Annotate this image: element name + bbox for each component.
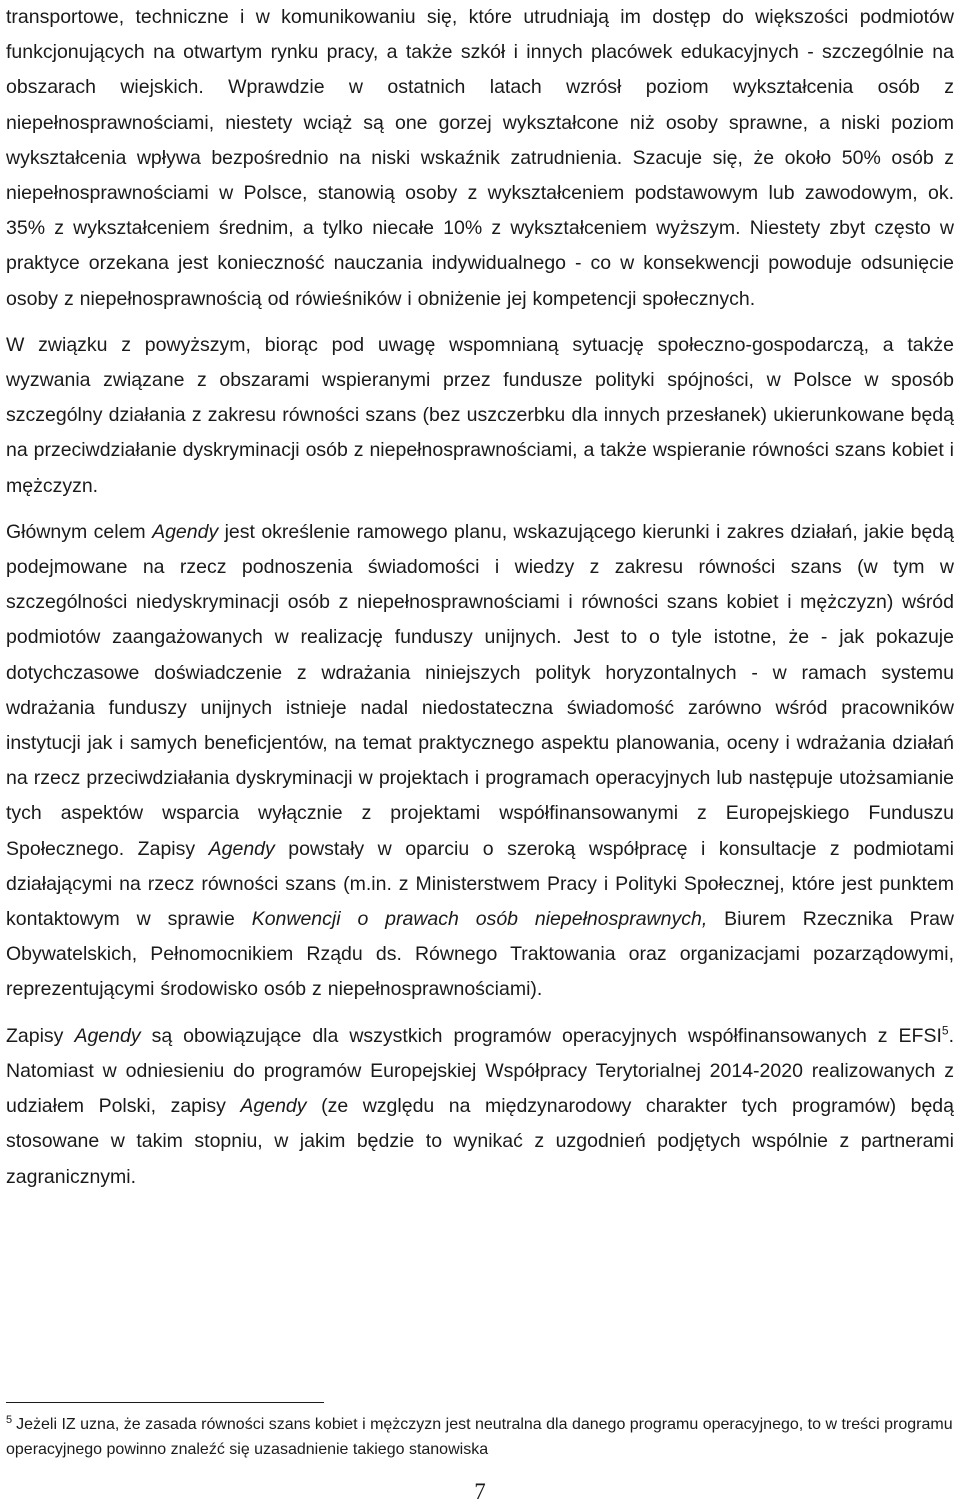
footnote-reference[interactable]: 5 [941, 1023, 949, 1038]
paragraph-2: W związku z powyższym, biorąc pod uwagę wspomnianą sytuację społeczno-gospodarczą, a także wyzwania związane z obszarami wspieranymi przez fundusze polityki spójności, w Polsce w sposób szczególny działania z zakresu równości szans (bez uszczerbku dla innych przesłanek) ukierunkowane będą na przeciwdziałanie dyskryminacji osób z niepełnosprawnościami, a także wspieranie równości szans kobiet i mężczyzn. [6, 333, 954, 497]
page-number: 7 [474, 1479, 486, 1504]
paragraph-4-text-b: są obowiązujące dla wszystkich programów operacyjnych współfinansowanych z EFSI [140, 1024, 942, 1047]
paragraph-1: transportowe, techniczne i w komunikowaniu się, które utrudniają im dostęp do większości podmiotów funkcjonujących na otwartym rynku pracy, a także szkół i innych placówek edukacyjnych - szczególnie na obszarach wiejskich. Wprawdzie w ostatnich latach wzrósł poziom wykształcenia osób z niepełnosprawnościami, niestety wciąż są one gorzej wykształcone niż osoby sprawne, a niski poziom wykształcenia wpływa bezpośrednio na niski wskaźnik zatrudnienia. Szacuje się, że około 50% osób z niepełnosprawnościami w Polsce, stanowią osoby z wykształceniem podstawowym lub zawodowym, ok. 35% z wykształceniem średnim, a tylko niecałe 10% z wykształceniem wyższym. Niestety zbyt często w praktyce orzekana jest konieczność nauczania indywidualnego - co w konsekwencji powoduje odsunięcie osoby z niepełnosprawnością od rówieśników i obniżenie jej kompetencji społecznych. [6, 6, 954, 310]
convention-title: Konwencji o prawach osób niepełnosprawnych, [251, 908, 708, 931]
agenda-term: Agendy [208, 837, 275, 860]
paragraph-3-text-d: Biurem Rzecznika Praw Obywatelskich, Pełnomocnikiem Rządu ds. Równego Traktowania oraz organizacjami pozarządowymi, reprezentującymi środowisko osób z niepełnosprawnościami). [6, 908, 955, 1001]
footnote-mark: 5 [6, 1413, 13, 1426]
paragraph-4 [6, 1019, 954, 1195]
body-text [6, 0, 954, 1195]
paragraph-4-text-d: (ze względu na międzynarodowy charakter tych programów) będą stosowane w takim stopniu, w jakim będzie to wynikać z uzgodnień podjętych wspólnie z partnerami zagranicznymi. [6, 1095, 954, 1188]
agenda-term: Agendy [152, 520, 219, 543]
paragraph-4-text-c: . Natomiast w odniesieniu do programów Europejskiej Współpracy Terytorialnej 2014-2020 realizowanych z udziałem Polski, zapisy [6, 1024, 954, 1118]
footnote-separator [6, 1402, 324, 1403]
footnote [6, 1412, 954, 1462]
agenda-term: Agendy [74, 1024, 141, 1047]
paragraph-3-text-a: Głównym celem [6, 520, 153, 543]
paragraph-3-text-b: jest określenie ramowego planu, wskazującego kierunki i zakres działań, jakie będą podejmowane na rzecz podnoszenia świadomości i wiedzy z zakresu równości szans (w tym w szczególności niedyskryminacji osób z niepełnosprawnościami i równości szans kobiet i mężczyzn) wśród podmiotów zaangażowanych w realizację funduszy unijnych. Jest to o tyle istotne, że - jak pokazuje dotychczasowe doświadczenie z wdrażania niniejszych polityk horyzontalnych - w ramach systemu wdrażania funduszy unijnych istnieje nadal niedostateczna świadomość zarówno wśród pracowników instytucji jak i samych beneficjentów, na temat praktycznego aspektu planowania, oceny i wdrażania działań na rzecz przeciwdziałania dyskryminacji w projektach i programach operacyjnych lub następuje utożsamianie tych aspektów wsparcia wyłącznie z projektami współfinansowanymi z Europejskiego Funduszu Społecznego. Zapisy [6, 520, 954, 860]
footnote-text: Jeżeli IZ uzna, że zasada równości szans kobiet i mężczyzn jest neutralna dla danego programu operacyjnego, to w treści programu operacyjnego powinno znaleźć się uzasadnienie takiego stanowiska [6, 1416, 953, 1458]
agenda-term: Agendy [240, 1095, 307, 1118]
paragraph-3-text-c: powstały w oparciu o szeroką współpracę i konsultacje z podmiotami działającymi na rzecz równości szans (m.in. z Ministerstwem Pracy i Polityki Społecznej, które jest punktem kontaktowym w sprawie [6, 837, 954, 931]
paragraph-3 [6, 515, 954, 1008]
paragraph-4-text-a: Zapisy [6, 1024, 75, 1047]
